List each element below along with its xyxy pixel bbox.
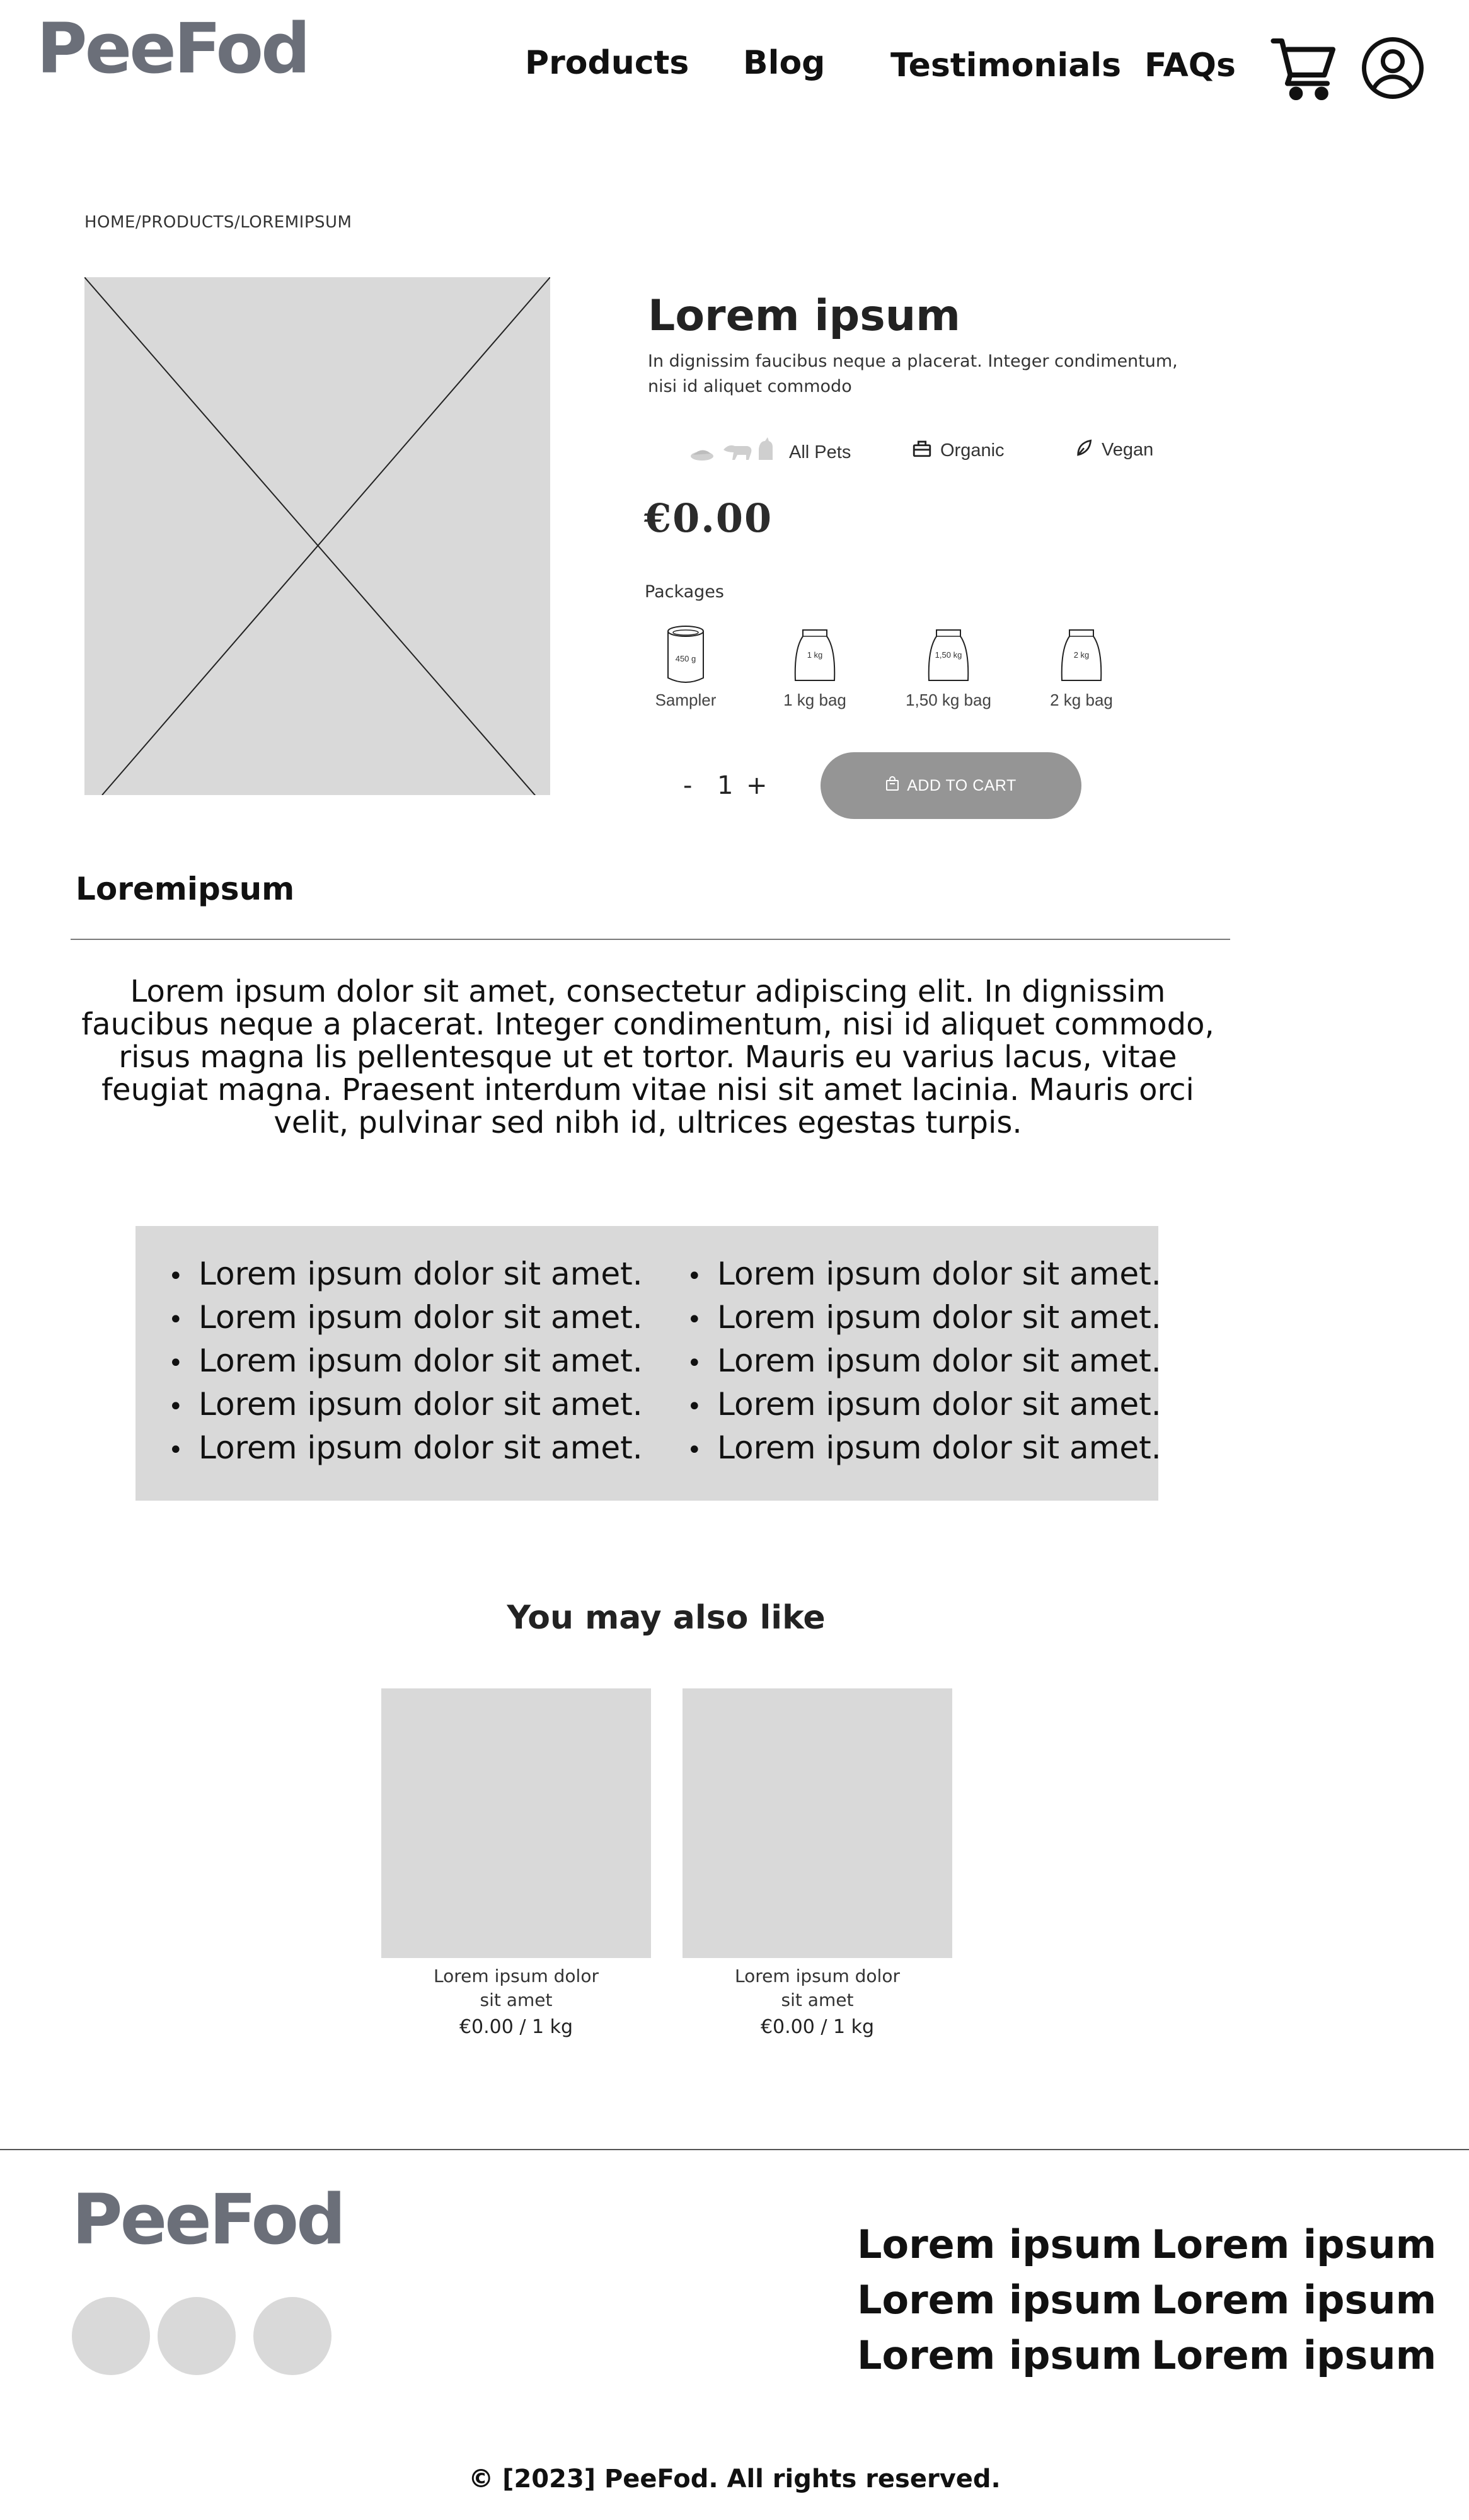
footer-link[interactable]: Lorem ipsum [1151,2277,1437,2323]
footer-link[interactable]: Lorem ipsum [857,2221,1143,2267]
package-name: Sampler [655,690,717,709]
attribute-organic [911,437,1005,464]
list-item: • Lorem ipsum dolor sit amet. [687,1384,1161,1428]
list-item: • Lorem ipsum dolor sit amet. [168,1341,643,1384]
list-item: • Lorem ipsum dolor sit amet. [687,1254,1161,1297]
package-2kg-bag[interactable] [1018,627,1144,710]
list-item: • Lorem ipsum dolor sit amet. [687,1341,1161,1384]
svg-text:1,50 kg: 1,50 kg [935,650,962,660]
user-circle-icon[interactable] [1360,35,1426,103]
packages-label: Packages [645,582,724,602]
list-item: • Lorem ipsum dolor sit amet. [168,1384,643,1428]
leaf-icon [1074,437,1094,462]
nav-products[interactable]: Products [525,44,689,82]
nav-testimonials[interactable]: Testimonials [890,47,1122,84]
footer-link[interactable]: Lorem ipsum [1151,2332,1437,2378]
list-item: • Lorem ipsum dolor sit amet. [168,1428,643,1471]
svg-text:2 kg: 2 kg [1073,650,1090,660]
related-product-price: €0.00 / 1 kg [760,2016,875,2038]
footer-link[interactable]: Lorem ipsum [857,2332,1143,2378]
product-description: In dignissim faucibus neque a placerat. Integer condimentum, nisi id aliquet commodo [648,352,1178,396]
quantity-value[interactable]: 1 [717,771,734,800]
features-box [135,1226,1161,1501]
attribute-all-pets [688,437,851,467]
related-product-name[interactable]: Lorem ipsum dolor sit amet [735,1966,900,2010]
details-paragraph: Lorem ipsum dolor sit amet, consectetur adipiscing elit. In dignissim faucibus neque a placerat. Integer condimentum, nisi id aliquet commodo, risus magna lis pellentesque ut et tortor. Mauris eu varius lacus, vitae feugiat magna. Praesent interdum vitae nisi sit amet lacinia. Mauris orci velit, pulvinar sed nibh id, ultrices egestas turpis. [81,974,1214,1140]
footer-link[interactable]: Lorem ipsum [857,2277,1143,2323]
quantity-decrease-button[interactable]: - [683,771,693,800]
related-product-price: €0.00 / 1 kg [459,2016,573,2038]
attribute-label: All Pets [789,442,851,462]
nav-blog[interactable]: Blog [743,44,826,82]
product-title: Lorem ipsum [648,291,960,341]
bag-icon [1059,627,1103,685]
breadcrumb[interactable]: HOME/PRODUCTS/LOREMIPSUM [84,213,352,232]
attribute-label: Vegan [1102,439,1154,460]
add-to-cart-label: ADD TO CART [907,776,1017,794]
related-product-card[interactable] [683,1688,952,2038]
package-1kg-bag[interactable] [752,627,878,710]
divider [71,939,1230,940]
features-list-left [168,1254,643,1471]
related-product-image[interactable] [381,1688,651,1958]
footer-logo[interactable]: PeeFod [72,2179,343,2260]
list-item: • Lorem ipsum dolor sit amet. [687,1297,1161,1341]
attribute-label: Organic [940,440,1005,461]
list-item: • Lorem ipsum dolor sit amet. [168,1254,643,1297]
basket-icon [911,437,933,464]
quantity-increase-button[interactable]: + [746,771,768,800]
copyright: © [2023] PeeFod. All rights reserved. [468,2465,1001,2494]
add-to-cart-button[interactable] [821,752,1081,819]
bag-icon [793,627,837,685]
social-icon[interactable] [253,2297,331,2375]
shopping-bag-icon [885,776,899,796]
svg-text:1 kg: 1 kg [807,650,823,660]
footer-link[interactable]: Lorem ipsum [1151,2221,1437,2267]
bag-icon [926,627,971,685]
social-icon[interactable] [72,2297,150,2375]
logo[interactable]: PeeFod [37,8,308,89]
related-product-image[interactable] [683,1688,952,1958]
list-item: • Lorem ipsum dolor sit amet. [687,1428,1161,1471]
cart-icon[interactable] [1270,35,1339,106]
package-name: 1,50 kg bag [906,690,991,709]
can-icon [665,625,706,685]
package-name: 2 kg bag [1050,690,1113,709]
package-name: 1 kg bag [783,690,846,709]
social-icon[interactable] [158,2297,236,2375]
related-product-name[interactable]: Lorem ipsum dolor sit amet [434,1966,599,2010]
features-list-right [687,1254,1161,1471]
product-image-placeholder [84,277,550,795]
related-heading: You may also like [507,1599,826,1637]
package-sampler[interactable] [623,625,749,710]
details-heading: Loremipsum [76,871,295,907]
svg-text:450 g: 450 g [675,654,696,663]
product-price: €0.00 [644,495,773,541]
footer-divider [0,2149,1469,2150]
nav-faqs[interactable]: FAQs [1144,47,1236,84]
pets-icon [688,437,781,467]
list-item: • Lorem ipsum dolor sit amet. [168,1297,643,1341]
related-product-card[interactable] [381,1688,651,2038]
package-1-50kg-bag[interactable] [885,627,1011,710]
attribute-vegan [1074,437,1153,462]
